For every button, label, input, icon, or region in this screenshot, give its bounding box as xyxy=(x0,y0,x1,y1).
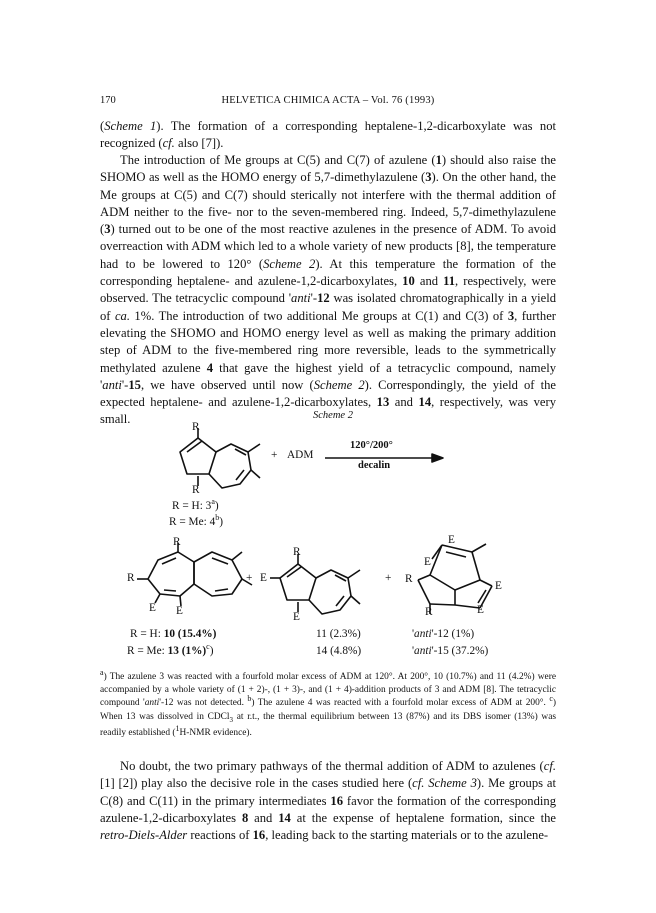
starting-material-row-2: R = Me: 4$^b$) xyxy=(169,513,223,528)
product-3-row-2: 'anti'-15 (37.2%) xyxy=(412,645,489,657)
ester-e-label: E xyxy=(293,611,300,623)
ester-e-label: E xyxy=(424,556,431,568)
plus-sign: + xyxy=(246,572,253,584)
running-header xyxy=(100,95,556,109)
ester-e-label: E xyxy=(448,534,455,546)
product-2-row-1: 11 (2.3%) xyxy=(316,628,361,640)
product-3-row-1: 'anti'-12 (1%) xyxy=(412,628,475,640)
reaction-conditions: 120°/200° xyxy=(350,440,393,451)
ester-e-label: E xyxy=(477,604,484,616)
ester-e-label: E xyxy=(495,580,502,592)
substituent-r-label: R xyxy=(192,421,200,433)
reagent-adm: ADM xyxy=(287,449,314,461)
substituent-r-label: R xyxy=(405,573,413,585)
footnotes xyxy=(100,667,556,740)
product-1-row-1: R = H: 10 (15.4%) xyxy=(130,628,217,640)
ester-e-label: E xyxy=(149,602,156,614)
substituent-r-label: R xyxy=(192,484,200,496)
ester-e-label: E xyxy=(176,605,183,617)
page-number: 170 xyxy=(100,95,116,106)
paragraph-1: (Scheme 1). The formation of a corresponding heptalene-1,2-dicarboxylate was not recognized (cf. also [7]). xyxy=(100,119,556,151)
footnote-a: a) The azulene 3 was reacted with a fourfold molar excess of ADM at 120°. At 200°, 10 (10.7%) and 11 (4.2%) were accompanied by a whole variety of (1 + 2)-, (1 + 3)-, and (1 + 4)-addition products of 3 and ADM [8]. The tetracyclic compound 'anti'-12 was not detected. b) The azulene 4 was reacted with a fourfold molar excess of ADM at 200°. c) When 13 was dissolved in CDCl$_3$ at r.t., the thermal equilibrium between 13 (87%) and its DBS isomer (13%) was readily established (1H-NMR evidence). xyxy=(100,667,556,738)
scheme-ref: Scheme 1 xyxy=(104,119,157,133)
reaction-solvent: decalin xyxy=(358,460,391,471)
azulene-dicarboxylate-structure xyxy=(270,554,360,614)
starting-material-row-1: R = H: 3$^a$) xyxy=(172,497,219,512)
substituent-r-label: R xyxy=(173,536,181,548)
azulene-structure xyxy=(180,428,260,488)
product-1-row-2: R = Me: 13 $(1\%)^c$) xyxy=(127,642,214,657)
ester-e-label: E xyxy=(260,572,267,584)
paragraph-3: No doubt, the two primary pathways of the thermal addition of ADM to azulenes (cf. [1] [2]) play also the decisive role in the cases studied here (cf. Scheme 3). Me groups at C(8) and C(11) in the primary intermediates 16 favor the formation of the corresponding azulene-1,2-dicarboxylates 8 and 14 at the expense of heptalene formation, since the retro-Diels-Alder reactions of 16, leading back to the starting materials or to the azulene- xyxy=(100,759,556,843)
scheme-title: Scheme 2 xyxy=(313,410,353,421)
heptalene-structure xyxy=(137,543,252,606)
substituent-r-label: R xyxy=(425,606,433,618)
product-2-row-2: 14 (4.8%) xyxy=(316,645,362,657)
plus-sign: + xyxy=(385,572,392,584)
journal-title: HELVETICA CHIMICA ACTA – Vol. 76 (1993) xyxy=(221,95,435,106)
substituent-r-label: R xyxy=(293,546,301,558)
substituent-r-label: R xyxy=(127,572,135,584)
plus-sign: + xyxy=(271,449,278,461)
paragraph-2: The introduction of Me groups at C(5) and C(7) of azulene (1) should also raise the SHOMO as well as the HOMO energy of 5,7-dimethylazulene (3). On the other hand, the Me groups at C(5) and C(7) should sterically not interfere with the thermal addition of ADM neither to the five- nor to the seven-membered ring. Indeed, 5,7-dimethylazulene (3) turned out to be one of the most reactive azulenes in the presence of ADM. To avoid overreaction with ADM which led to a whole variety of new products [8], the temperature had to be lowered to 120° (Scheme 2). At this temperature the formation of the corresponding heptalene- and azulene-1,2-dicarboxylates, 10 and 11, respectively, were observed. The tetracyclic compound 'anti'-12 was isolated chromatographically in a yield of ca. 1%. The introduction of two additional Me groups at C(1) and C(3) of 3, further elevating the SHOMO and HOMO energy level as well as making the primary addition step of ADM to the five-membered ring more reversible, leads to the symmetrically methylated azulene 4 that gave the highest yield of a tetracyclic compound, namely 'anti'-15, we have observed until now (Scheme 2). Correspondingly, the yield of the expected heptalene- and azulene-1,2-dicarboxylates, 13 and 14, respectively, was very small. xyxy=(100,153,557,427)
